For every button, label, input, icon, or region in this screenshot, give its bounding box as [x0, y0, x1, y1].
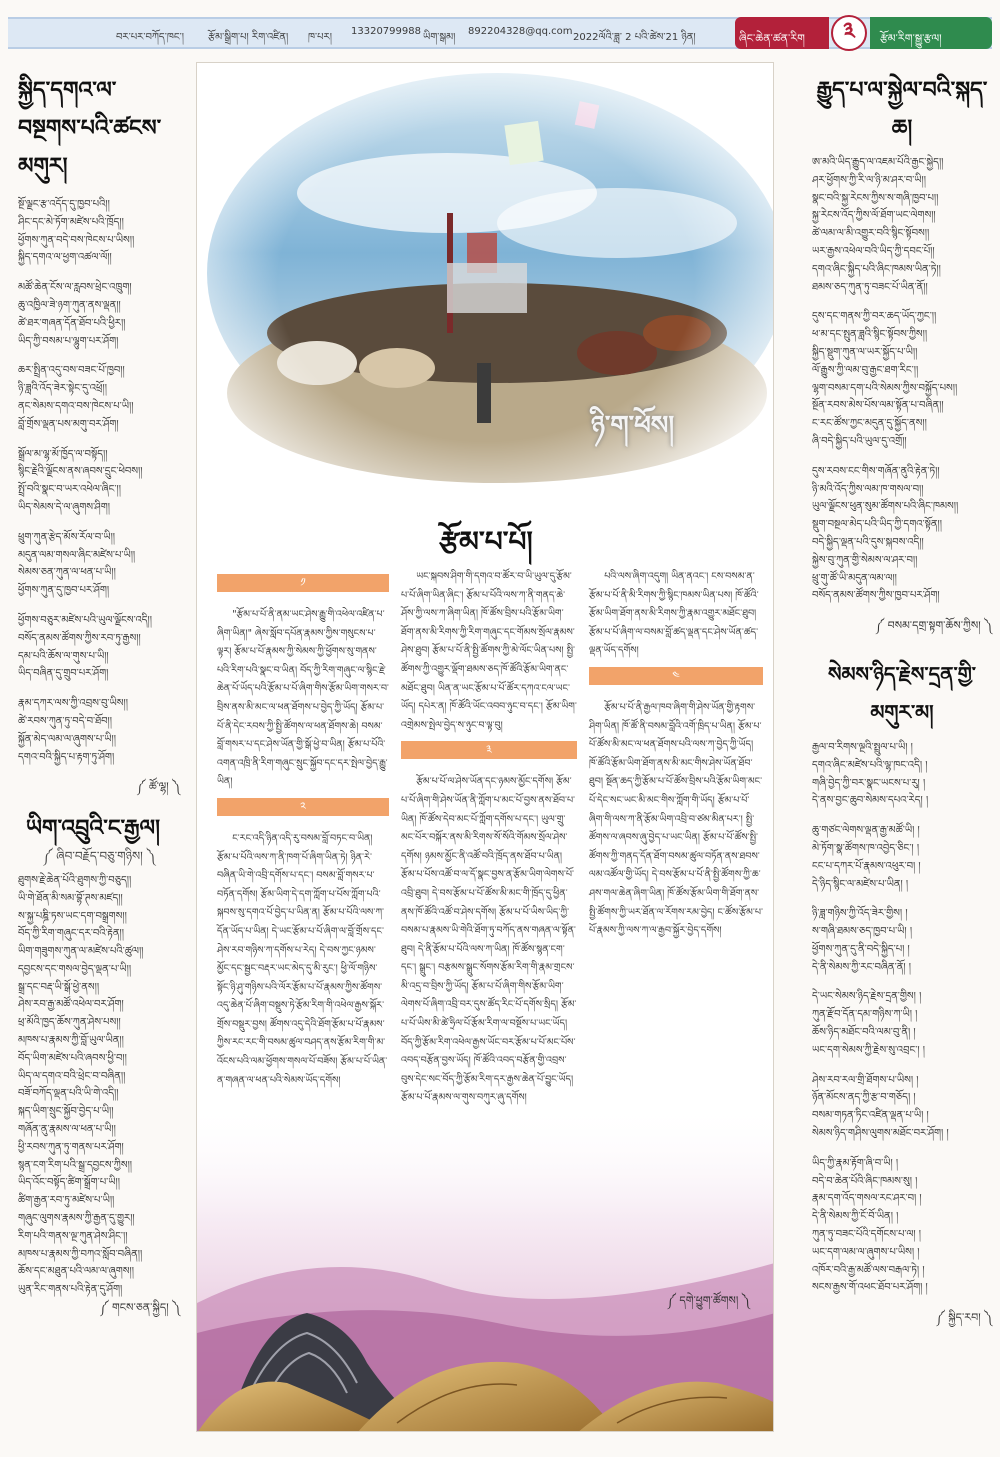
poem-line: ཚིག་རྒྱན་རབ་ཏུ་མཛེས་པ་ཡི།། [18, 1195, 115, 1207]
poem-line: མཁས་པ་རྣམས་ཀྱི་བཀའ་སློབ་བཞིན།། [18, 1248, 143, 1260]
poem-line: ཨ་མའི་ཡིད་རྒྱུད་ལ་འཇམ་པོའི་རྒྱང་སྐྱེད།། [812, 157, 944, 168]
poem-title: རྒྱུད་པ་ལ་སྐྱེལ་བའི་སྐད་ཆ། [816, 78, 988, 141]
poem-line: སྐྱ་རེངས་འོད་ཀྱིས་ལོ་ཐོག་ཡང་ལེགས།། [812, 210, 936, 222]
poem-line: ཤར་ཕྱོགས་ཀྱི་རི་ལ་ཉི་མ་ཤར་བ་ཡི།། [812, 174, 926, 186]
section-badge: ཞིང་ཆེན་ཚན་རིག [735, 17, 829, 49]
article-paragraph: པའི་ལས་ཞིག་འདུག། ཡིན་ནའང་། ངས་བསམ་ན་རྩོམ་པ་པོ་ནི་མི་རིགས་ཀྱི་སྙིང་ཁམས་ཡིན་པས། ཁོ་ཚོའི་རྩོམ་ཡིག་ཐོག་ནས་མི་རིགས་ཀྱི་རྣམ་འགྱུར་མཐོང་ཐུབ། རྩོམ་པ་པོ་ཞིག་ལ་བསམ་བློ་ཚད་ལྡན་དང་ཤེས་ཡོན་ཚད་ལྡན་ཡོད་དགོས། [589, 571, 759, 657]
poem-subtitle: ༼ ཞིབ་བརྗོད་བཅུ་གཉིས། ༽ [42, 849, 156, 864]
poem-line: ཤེས་རབ་རལ་གྲི་ཐོགས་པ་ཡིས། ། [812, 1074, 919, 1086]
poem-stanza [812, 308, 992, 450]
poem-title: སྐྱིད་དགའ་ལ་བསྔགས་པའི་ཚངས་མགུར། [18, 78, 162, 179]
poem-line: དགའ་ཞིང་མཛེས་པའི་ལྷ་ཁང་འདི། ། [812, 759, 928, 771]
poem-stanza [812, 1072, 992, 1143]
poem-line: སྒྲོལ་མ་ལྷ་མོ་ཁྱོད་ལ་བསྟོད།། [18, 448, 108, 460]
poem-line: བསམ་གཏན་ཏིང་འཛིན་ལྡན་པ་ཡི། ། [812, 1110, 929, 1122]
poem-line: ཐམས་ཅད་ཀུན་ཏུ་བཟང་པོ་ཡིན་ནོ།། [812, 281, 928, 293]
section-number-bar: ༢ [217, 798, 389, 816]
poem-line: ཡང་དག་སེམས་ཀྱི་རྗེས་སུ་འབྲང་། ། [812, 1044, 926, 1056]
poem-line: ཡིད་སེམས་དེ་ལ་ཞུགས་ཤིག། [18, 501, 110, 513]
feature-article [196, 62, 774, 1432]
section-number-bar: ༡ [217, 574, 389, 592]
poem-line: ཕྲ་མོའི་ཁྱད་ཆོས་ཀུན་ཤེས་པས།། [18, 1017, 121, 1029]
poem-stanza [812, 463, 992, 605]
poem-line: བསོད་ནམས་ཚོགས་ཀྱིས་རབ་ཏུ་རྒྱས།། [18, 632, 141, 644]
article-paragraph: རྩོམ་པ་པོ་ལ་ཤེས་ཡོན་དང་ཉམས་མྱོང་དགོས། རྩོམ་པ་པོ་ཞིག་གི་ཤེས་ཡོན་ནི་ཀློག་པ་མང་པོ་བྱས་ནས་ཐོབ་པ་ཡིན། ཁོ་ཚོས་དེབ་མང་པོ་ཀློག་དགོས་པ་དང་། ཡུལ་གྲུ་མང་པོར་བསྐོར་ནས་མི་རིགས་སོ་སོའི་གོམས་སྲོལ་ཤེས་དགོས། ཉམས་མྱོང་ནི་འཚོ་བའི་ཁྲོད་ནས་ཐོབ་པ་ཡིན། རྩོམ་པ་པོས་འཚོ་བ་ལ་དོ་སྣང་བྱས་ན་རྩོམ་ཡིག་ལེགས་པོ་འབྲི་ཐུབ། དེ་བས་རྩོམ་པ་པོ་ཚོས་མི་མང་གི་ཁྲོད་དུ་ཕྱིན་ནས་ཁོ་ཚོའི་འཚོ་བ་ཤེས་དགོས། རྩོམ་པ་པོ་ཡིས་ཡིད་ཀྱི་བསམ་པ་རྣམས་ཡི་གེའི་ཐོག་ཏུ་བཀོད་ནས་གཞན་ལ་སྟོན་ཐུབ། དེ་ནི་རྩོམ་པ་པོའི་ལས་ཀ་ཡིན། ཁོ་ཚོས་སྙན་ངག་དང་། སྒྲུང་། བརྩམས་སྒྲུང་སོགས་རྩོམ་རིག་གི་རྣམ་གྲངས་མི་འདྲ་བ་བྲིས་ཀྱི་ཡོད། རྩོམ་པ་པོ་ཞིག་གིས་རྩོམ་ཡིག་ལེགས་པོ་ཞིག་འབྲི་བར་དུས་ཚོད་རིང་པོ་དགོས་སྲིད། རྩོམ་པ་པོ་ཡིས་མི་ཚེ་ཧྲིལ་པོ་རྩོམ་རིག་ལ་བསྔོས་པ་ཡང་ཡོད། བོད་ཀྱི་རྩོམ་རིག་འཕེལ་རྒྱས་ཡོང་བར་རྩོམ་པ་པོ་མང་པོས་འབད་བརྩོན་བྱས་ཡོད། ཁོ་ཚོའི་འབད་བརྩོན་གྱི་འབྲས་བུས་དེང་སང་བོད་ཀྱི་རྩོམ་རིག་དར་རྒྱས་ཆེན་པོ་བྱུང་ཡོད། རྩོམ་པ་པོ་རྣམས་ལ་གུས་བཀུར་ཞུ་དགོས། [401, 776, 577, 1104]
poem-line: ཆོས་ཉིད་མཐོང་བའི་ལམ་བུ་ནི། ། [812, 1027, 916, 1039]
poem-line: ལྷག་བསམ་དག་པའི་སེམས་ཀྱིས་བསྐྱོད་པས།། [812, 382, 958, 394]
poem-line: ལོ་རྒྱུས་ཀྱི་ལམ་བུ་རྒྱང་ཐག་རིང་།། [812, 364, 919, 376]
poem-line: དམ་པའི་ཆོས་ལ་གུས་པ་ཡི།། [18, 650, 109, 662]
poem-line: ཡིད་འོང་བསྟོད་ཚིག་སྒྲོག་པ་ཡི།། [18, 1177, 120, 1189]
poem-line: ཡང་དག་ལམ་ལ་ཞུགས་པ་ཡིས། ། [812, 1246, 920, 1258]
right-column [812, 72, 992, 1327]
phone-label: ཁ་པར། [308, 32, 332, 43]
poem-line: རྣམ་དཀར་ལས་ཀྱི་འབྲས་བུ་ཡིས།། [18, 698, 128, 710]
article-column [217, 568, 389, 1090]
section-number-bar: ༣ [401, 741, 577, 759]
editor-text: རྩོམ་སྒྲིག་པ། རིག་འཛིན། [208, 32, 289, 43]
mountain-illustration [197, 1103, 774, 1432]
poem-line: ཞི་བདེ་སྐྱིད་པའི་ཡུལ་དུ་འགྲོ།། [812, 435, 907, 447]
publisher-text: བར་པར་བཀོད་ཁང་། [116, 32, 184, 43]
poem-body [18, 196, 180, 766]
poem-author: ༼ སྐྱིད་རབ། ༽ [935, 1311, 992, 1325]
poem-line: ཉི་ཟླ་གཉིས་ཀྱི་འོད་ཟེར་གྱིས། ། [812, 908, 908, 920]
poem-line: དེ་ནས་བྱང་ཆུབ་སེམས་དཔའ་རེད། ། [812, 795, 929, 807]
poem-line: ཡིད་ཀྱི་བསམ་པ་ལྷུག་པར་ཤོག། [18, 335, 119, 347]
poem-stanza [18, 279, 180, 350]
poem-line: ཀུན་ཏུ་བཟང་པོའི་དགོངས་པ་ལ། ། [812, 1229, 922, 1241]
poem-line: ཡུལ་ལྗོངས་ཕུན་སུམ་ཚོགས་པའི་ཞིང་ཁམས།། [812, 501, 959, 513]
email-address: 892204328@qq.com [468, 26, 573, 37]
poem-line: ཕྱོགས་ཀུན་བདེ་བས་ཁེངས་པ་ཡིས།། [18, 234, 135, 246]
poem-line: ཡུན་རིང་གནས་པའི་རྟེན་དུ་ཤོག། [18, 1284, 123, 1296]
poem-line: དགའ་ཞིང་སྐྱིད་པའི་ཞིང་ཁམས་ཡིན་ཏེ།། [812, 263, 941, 275]
section-number-bar: ༤ [589, 667, 763, 685]
poem-body [812, 154, 992, 605]
poem-line: ཤེས་རབ་རྒྱ་མཚོ་འཕེལ་བར་ཤོག། [18, 999, 124, 1011]
poem-line: ཆོས་དང་མཐུན་པའི་ལམ་ལ་ཞུགས།། [18, 1266, 134, 1278]
poem-line: རྣམ་དག་འོད་གསལ་རང་ཤར་བ། ། [812, 1193, 922, 1205]
poem-line: སྐྱེས་བུ་ཀུན་གྱི་སེམས་ལ་ཤར་བ།། [812, 554, 918, 566]
poem-line: སྣང་བའི་སྐྱ་རེངས་ཀྱིས་ས་གཞི་ཁྱབ་པ།། [812, 192, 939, 204]
poem-line: རིག་པའི་གནས་ལྔ་ཀུན་ཤེས་ཤིང་།། [18, 1230, 128, 1242]
poem-line: ཡིག་གཟུགས་ཀུན་ལ་མཛེས་པའི་ཚུལ།། [18, 946, 144, 958]
poem-line: ནང་སེམས་དགའ་བས་ཁེངས་པ་ཡི།། [18, 400, 134, 412]
poem-stanza [18, 362, 180, 433]
left-column [18, 72, 180, 1317]
poem-line: སྤྲོ་བའི་སྣང་བ་ཡར་འཕེལ་ཞིང་།། [18, 484, 121, 496]
article-paragraph: རྩོམ་པ་པོ་ནི་རྒྱལ་ཁབ་ཞིག་གི་ཤེས་ཡོན་གྱི་རྟགས་ཤིག་ཡིན། ཁོ་ཚོ་ནི་བསམ་བློའི་འགོ་ཁྲིད་པ་ཡིན། རྩོམ་པ་པོ་ཚོས་མི་མང་ལ་ཕན་ཐོགས་པའི་ལས་ཀ་བྱེད་ཀྱི་ཡོད། ཁོ་ཚོའི་རྩོམ་ཡིག་ཐོག་ནས་མི་མང་གིས་ཤེས་ཡོན་ཐོབ་ཐུབ། སྔོན་ཆད་ཀྱི་རྩོམ་པ་པོ་ཚོས་བྲིས་པའི་རྩོམ་ཡིག་མང་པོ་དེང་སང་ཡང་མི་མང་གིས་ཀློག་གི་ཡོད། རྩོམ་པ་པོ་ཞིག་གི་ལས་ཀ་ནི་རྩོམ་ཡིག་འབྲི་བ་ཙམ་མིན་པར་། སྤྱི་ཚོགས་ལ་ཞབས་ཞུ་བྱེད་པ་ཡང་ཡིན། རྩོམ་པ་པོ་ཚོས་སྤྱི་ཚོགས་ཀྱི་གནད་དོན་ཐོག་བསམ་ཚུལ་བཏོན་ནས་ཐབས་ལམ་འཚོལ་གྱི་ཡོད། དེ་བས་རྩོམ་པ་པོ་ནི་སྤྱི་ཚོགས་ཀྱི་ཆ་ཤས་གལ་ཆེན་ཞིག་ཡིན། ཁོ་ཚོས་རྩོམ་ཡིག་གི་ཐོག་ནས་སྤྱི་ཚོགས་ཀྱི་ཡར་ཐོན་ལ་རོགས་རམ་བྱེད། ང་ཚོས་རྩོམ་པ་པོ་རྣམས་ཀྱི་ལས་ཀ་ལ་རྒྱབ་སྐྱོར་བྱེད་དགོས། [589, 701, 763, 937]
poem-line: གཞོན་ནུ་རྣམས་ལ་ཕན་པ་ཡི།། [18, 1124, 116, 1136]
poem-line: ཚེ་རབས་ཀུན་ཏུ་བདེ་བ་ཐོབ།། [18, 715, 112, 727]
poem-line: སངས་རྒྱས་གོ་འཕང་ཐོབ་པར་ཤོག། ། [812, 1282, 928, 1294]
poem-line: སྙིང་རྗེའི་ལྗོངས་ནས་ཞབས་དྲུང་ཕེབས།། [18, 466, 143, 478]
poem-line: དུས་རབས་ངང་གིས་གཞོན་ནུའི་རྟེན་ཏེ།། [812, 465, 940, 477]
poem-line: འཁོར་བའི་རྒྱ་མཚོ་ལས་བརྒལ་ཏེ། ། [812, 1264, 925, 1276]
poem-line: ས་སྐྱ་པཎྜི་ཏས་ཡང་དག་བསྒྲགས།། [18, 910, 127, 922]
poem-line: ཆར་སྤྲིན་འདུ་བས་བཟང་པོ་ཁྱབ།། [18, 365, 125, 377]
poem-line: ཤིང་དང་མེ་ཏོག་མཛེས་པའི་ཁྲོད།། [18, 216, 124, 228]
poem-line: ཚེ་ཐར་གཞན་དོན་ཐོབ་པའི་ཕྱིར།། [18, 317, 126, 329]
poem-line: སྔོ་ལྗང་རྩ་འདོད་དུ་ཁྱབ་པའི།། [18, 199, 110, 210]
poem-author: ༼ གངས་ཅན་སྐྱིད། ༽ [99, 1301, 180, 1315]
poem-stanza [18, 612, 180, 683]
poem-stanza [812, 822, 992, 893]
poem-line: སེམས་ཉིད་གཤིས་ལུགས་མཐོང་བར་ཤོག། ། [812, 1128, 949, 1140]
poem-stanza [18, 695, 180, 766]
poem-line: དེ་ནི་སེམས་ཀྱི་རང་བཞིན་ནོ། ། [812, 961, 911, 973]
poem-line: དུས་དང་གནས་ཀྱི་བར་ཆད་ཡོད་ཀྱང་།། [812, 311, 937, 323]
photo-caption: ཉི་ག་ཕོས། [591, 411, 675, 441]
page-section-label: རྩོམ་རིག་སྒྱུ་རྩལ། [870, 17, 992, 49]
poem-title: ཡིག་འབྲུའི་ང་རྒྱལ། [26, 816, 160, 842]
poem-line: ཡིད་ལ་དགའ་བའི་ཕྲེང་བ་བཞིན།། [18, 1070, 126, 1082]
poem-line: བོད་ཀྱི་རིག་གཞུང་དར་བའི་རྟེན།། [18, 928, 124, 940]
poem-line: གཞི་བྱེད་ཀྱི་བར་སྣང་ཡངས་པ་རུ། ། [812, 777, 926, 789]
poem-stanza [18, 196, 180, 267]
poem-line: མཚོ་ཆེན་ངོས་ལ་རླབས་ཕྲེང་འཁྲུག། [18, 282, 132, 294]
poem-stanza [812, 905, 992, 976]
poem-line: མེ་ཏོག་སྣ་ཚོགས་ཁ་འབྱེད་ཅིང་། ། [812, 842, 920, 854]
poem-line: གཞུང་ལུགས་རྣམས་ཀྱི་རྒྱན་དུ་གྱུར།། [18, 1213, 135, 1225]
poem-line: ཆུ་གཙང་ལེགས་ལྡན་རྒྱ་མཚོ་ཡི། ། [812, 825, 920, 837]
poem-line: ང་རང་ཚོས་ཀྱང་མདུན་དུ་སྐྱོད་ནས།། [812, 418, 927, 430]
poem-stanza [812, 739, 992, 810]
poem-line: ས་གཞི་ཐམས་ཅད་ཁྱབ་པ་ཡི། ། [812, 926, 913, 938]
article-column [589, 568, 763, 941]
poem-line: སྐྱོན་མེད་ལམ་ལ་ཞུགས་པ་ཡི།། [18, 733, 116, 745]
poem-line: ཡིད་བཞིན་དུ་གྲུབ་པར་ཤོག། [18, 668, 109, 680]
issue-date: 2022ལོའི་ཟླ་ 2 པའི་ཚེས་21 ཉིན། [573, 32, 696, 43]
poem-line: ཉི་མའི་འོད་ཀྱིས་ལམ་ཁ་གསལ་བ།། [812, 483, 924, 495]
poem-line: ཕྱི་རབས་ཀུན་ཏུ་གནས་པར་ཤོག། [18, 1141, 124, 1153]
poem-line: སྔོན་རབས་མེས་པོས་ལམ་སྟོན་པ་བཞིན།། [812, 400, 944, 412]
poem-line: ཕ་མ་དང་སྤུན་ཟླའི་སྙིང་སྟོབས་ཀྱིས།། [812, 329, 928, 341]
poem-title: སེམས་ཉིད་རྗེས་དྲན་གྱི་མགུར་མ། [827, 661, 977, 724]
poem-line: ཕྱོགས་ཀུན་དུ་ཁྱབ་པར་ཤོག། [18, 585, 110, 597]
poem-line: ཐུགས་རྗེ་ཆེན་པོའི་ཐུགས་ཀྱི་བཅུད།། [18, 874, 132, 886]
poem-stanza [812, 988, 992, 1059]
poem-line: བདེ་སྐྱིད་ལྡན་པའི་དུས་སྐབས་འདི།། [812, 536, 924, 548]
poem-line: མདུན་ལམ་གསལ་ཞིང་མཛེས་པ་ཡི།། [18, 549, 136, 561]
poem-stanza [18, 529, 180, 600]
page-header [8, 17, 992, 49]
poem-line: བློ་གྲོས་ལྡན་པས་མགུ་བར་ཤོག། [18, 418, 119, 430]
poem-line: མཁས་པ་རྣམས་ཀྱི་བློ་ཡུལ་ཡིན།། [18, 1035, 124, 1047]
poem-line: དགའ་བའི་སྐྱིད་པ་རྟག་ཏུ་ཤོག། [18, 751, 115, 763]
poem-line: སེམས་ཅན་ཀུན་ལ་ཕན་པ་ཡི།། [18, 567, 116, 579]
poem-line: ཡར་རྒྱས་འཕེལ་བའི་ཡིད་ཀྱི་དབང་པོ།། [812, 245, 935, 257]
page-number: ༣ [831, 15, 867, 51]
poem-line: ཕྱོགས་ཀུན་དུ་ནི་བདེ་སྐྱིད་པ། ། [812, 943, 910, 955]
article-paragraph: ཡང་སྐབས་ཤིག་གི་དགའ་བ་ཚོར་བ་ཡི་ཡུལ་དུ་རྩོམ་པ་པོ་ཞིག་ཡིན་ཞིང་། རྩོམ་པ་པོའི་ལས་ཀ་ནི་གནད་ཆེ་ཤོས་ཀྱི་ལས་ཀ་ཞིག་ཡིན། ཁོ་ཚོས་བྲིས་པའི་རྩོམ་ཡིག་ཐོག་ནས་མི་རིགས་ཀྱི་རིག་གཞུང་དང་གོམས་སྲོལ་རྣམས་ཤེས་ཐུབ། རྩོམ་པ་པོ་ནི་སྤྱི་ཚོགས་ཀྱི་མེ་ལོང་ཡིན་པས། སྤྱི་ཚོགས་ཀྱི་འགྱུར་ལྡོག་ཐམས་ཅད་ཁོ་ཚོའི་རྩོམ་ཡིག་ནང་མཐོང་ཐུབ། ཡིན་ན་ཡང་རྩོམ་པ་པོ་ཚོར་དཀའ་ངལ་ཡང་ཡོད། དཔེར་ན། ཁོ་ཚོའི་ཡོང་འབབ་ཉུང་བ་དང་། རྩོམ་ཡིག་འགྲེམས་སྤེལ་བྱེད་ས་ཉུང་བ་ལྟ་བུ། [401, 571, 577, 731]
article-paragraph: "རྩོམ་པ་པོ་ནི་ནམ་ཡང་ཤེས་རྒྱུ་གི་འཕེལ་འཛིན་པ་ཞིག་ཡིན།" ཞེས་སློབ་དཔོན་རྣམས་ཀྱིས་གསུངས་པ་ལྟར། རྩོམ་པ་པོ་རྣམས་ཀྱི་སེམས་ཀྱི་ཕྱོགས་སུ་གནས་པའི་རིག་པའི་སྣང་བ་ཡིན། བོད་ཀྱི་རིག་གཞུང་ལ་སྙིང་རྗེ་ཆེན་པོ་ཡོད་པའི་རྩོམ་པ་པོ་ཞིག་གིས་རྩོམ་ཡིག་གསར་བ་བྲིས་ནས་མི་མང་ལ་ཕན་ཐོགས་པ་བྱེད་ཀྱི་ཡོད། རྩོམ་པ་པོ་ནི་དེང་རབས་ཀྱི་སྤྱི་ཚོགས་ལ་ཕན་ཐོགས་ཆེ། བསམ་བློ་གསར་པ་དང་ཤེས་ཡོན་གྱི་སྒོ་ཕྱེ་བ་ཡིན། རྩོམ་པ་པོའི་འགན་འཁྲི་ནི་རིག་གཞུང་སྲུང་སྐྱོབ་དང་དར་སྤེལ་བྱེད་རྒྱུ་ཡིན། [217, 609, 389, 788]
article-paragraph: ང་རང་འདི་ཉིན་འདི་རུ་བསམ་བློ་བཏང་བ་ཡིན། རྩོམ་པ་པོའི་ལས་ཀ་ནི་ཁག་པོ་ཞིག་ཡིན་ཏེ། ཉིན་རེ་བཞིན་ཡི་གེ་འབྲི་དགོས་པ་དང་། བསམ་བློ་གསར་པ་བཏོན་དགོས། རྩོམ་ཡིག་དེ་དག་ཀློག་པ་པོས་ཀློག་པའི་སྐབས་སུ་དགའ་པོ་བྱེད་པ་ཡིན་ན། རྩོམ་པ་པོའི་ལས་ཀ་དོན་ཡོད་པ་ཡིན། དེ་ཡང་རྩོམ་པ་པོ་ཞིག་ལ་བློ་གྲོས་དང་ཤེས་རབ་གཉིས་ཀ་དགོས་པ་རེད། དེ་བས་ཀྱང་ཉམས་མྱོང་དང་སྦྱང་བརྡར་ཡང་མེད་དུ་མི་རུང་། ཕྱི་ལོ་གཉིས་སྟོང་ཉི་ཤུ་གཉིས་པའི་ལོར་རྩོམ་པ་པོ་རྣམས་ཀྱིས་ཚོགས་འདུ་ཆེན་པོ་ཞིག་བསྡུས་ཏེ་རྩོམ་རིག་གི་འཕེལ་རྒྱས་སྐོར་གྲོས་བསྡུར་བྱས། ཚོགས་འདུ་དེའི་ཐོག་རྩོམ་པ་པོ་རྣམས་ཀྱིས་རང་རང་གི་བསམ་ཚུལ་བཤད་ནས་རྩོམ་རིག་གི་མ་འོངས་པའི་ལམ་ཕྱོགས་གསལ་པོ་བཟོས། རྩོམ་པ་པོ་ཡིན་ན་གཞན་ལ་ཕན་པའི་སེམས་ཡོད་དགོས། [217, 832, 388, 1086]
poem-body [812, 739, 992, 1297]
poem-line: ཕྲུ་གུ་ཚོ་ཡི་མདུན་ལམ་ལ།། [812, 572, 897, 584]
poem-line: སྡུག་བསྔལ་མེད་པའི་ཡིད་ཀྱི་དགའ་སྟོན།། [812, 519, 942, 531]
poem-body [18, 872, 180, 1299]
poem-line: སྐད་ཡིག་སྲུང་སྐྱོབ་བྱེད་པ་ཡི།། [18, 1106, 114, 1118]
article-title: རྩོམ་པ་པོ། [439, 525, 533, 558]
poem-line: ཡིད་ཀྱི་རྣམ་རྟོག་ཞི་བ་ཡི། ། [812, 1157, 899, 1169]
poem-line: ཉི་ཟླའི་འོད་ཟེར་སྟེང་དུ་འཕྲོ།། [18, 383, 107, 395]
poem-line: དེ་ནི་སེམས་ཀྱི་ངོ་བོ་ཡིན། ། [812, 1211, 899, 1223]
phone-number: 13320799988 [351, 26, 421, 37]
poem-line: དེ་ཉིད་སྙིང་ལ་མཛེས་པ་ཡིན། ། [812, 878, 909, 890]
poem-line: ཕྲུག་ཀུན་རྩེད་མོས་རོལ་བ་ཡི།། [18, 531, 116, 543]
poem-line: བསོད་ནམས་ཚོགས་ཀྱིས་ཁྱབ་པར་ཤོག། [812, 590, 940, 602]
poem-line: ཕྱོགས་བཅུར་མཛེས་པའི་ཡུལ་ལྗོངས་འདི།། [18, 614, 152, 626]
poem-line: སྙན་ངག་རིག་པའི་སྒྲ་དབྱངས་ཀྱིས།། [18, 1159, 133, 1171]
poem-line: སྐྱིད་དགའ་ལ་ཕྱག་འཚལ་ལོ།། [18, 252, 112, 264]
poem-line: སྐྱིད་སྡུག་ཀུན་ལ་ཡར་སྐྱོད་པ་ཡི།། [812, 346, 918, 358]
article-author: ༼ དགེ་ཕྱུག་ཚོགས། ༽ [667, 1294, 750, 1307]
poem-line: ངང་པ་དཀར་པོ་རྣམས་འཕུར་བ། ། [812, 860, 921, 872]
email-label: ཡིག་སྒམ། [423, 32, 456, 43]
poem-stanza [812, 1155, 992, 1297]
poem-author: ༼ ཚོ་ལྷ། ༽ [136, 780, 180, 794]
poem-line: དབྱངས་དང་གསལ་བྱེད་ལྡན་པ་ཡི།། [18, 963, 132, 975]
article-column [401, 568, 577, 1108]
poem-line: ཉོན་མོངས་ནད་ཀྱི་རྩ་བ་གཅོད། ། [812, 1092, 916, 1104]
poem-line: དེ་ཡང་སེམས་ཉིད་རྗེས་དྲན་གྱིས། ། [812, 991, 922, 1003]
poem-stanza [812, 154, 992, 296]
poem-stanza [18, 446, 180, 517]
poem-line: ཆུ་འཁྱིལ་ཟེ་ཉག་ཀུན་ནས་ལྡན།། [18, 299, 121, 311]
poem-line: བདེ་བ་ཆེན་པོའི་ཞིང་ཁམས་སུ། ། [812, 1175, 918, 1187]
poem-line: རྒྱལ་བ་རིགས་ལྔའི་སྤྲུལ་པ་ཡི། ། [812, 741, 913, 753]
poem-author: ༼ བསམ་དགྲ་སྟག་ཆོས་ཀྱིས། ༽ [875, 619, 992, 633]
poem-line: ཀུན་རྫོབ་དོན་དམ་གཉིས་ཀ་ཡི། ། [812, 1009, 918, 1021]
poem-line: ཚེ་ལམ་ལ་མི་འགྱུར་བའི་སྙིང་སྟོབས།། [812, 228, 930, 240]
festival-photo [197, 63, 774, 503]
poem-line: སྒྲ་དང་བརྡ་ཡི་སྒོ་ཕྱེ་ནས།། [18, 981, 100, 993]
poem-line: ཡི་གེ་ཐོན་མི་སམ་བྷོ་ཊས་མཛད།། [18, 892, 123, 904]
poem-line: བཟོ་བཀོད་ལྡན་པའི་ཡི་གེ་འདི།། [18, 1088, 119, 1100]
poem-line: བོད་ཡིག་མཛེས་པའི་ཞབས་ཕྱི་བ།། [18, 1052, 127, 1064]
